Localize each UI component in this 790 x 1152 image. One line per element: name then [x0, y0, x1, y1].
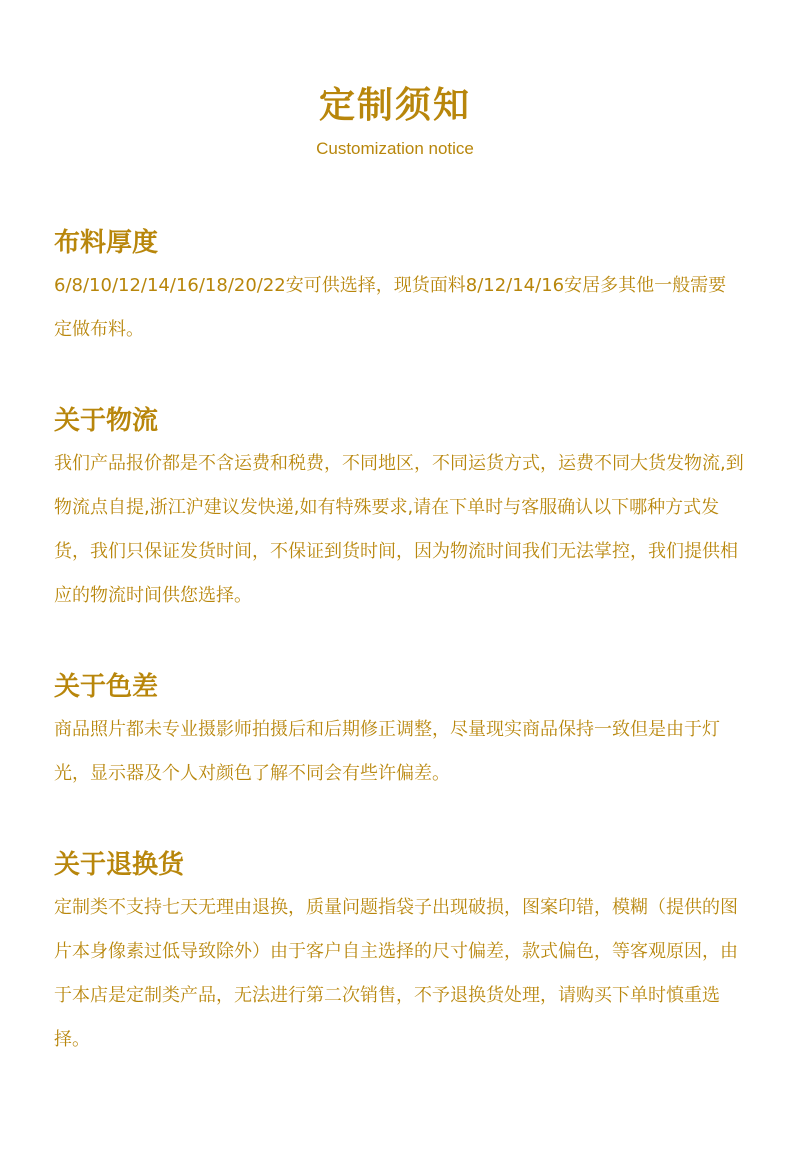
page-subtitle: Customization notice — [316, 139, 474, 158]
section-body: 我们产品报价都是不含运费和税费，不同地区，不同运货方式，运费不同大货发物流,到物流点自提,浙江沪建议发快递,如有特殊要求,请在下单时与客服确认以下哪种方式发货，我们只保证发货时间，不保证到货时间，因为物流时间我们无法掌控，我们提供相应的物流时间供您选择。 — [54, 453, 744, 606]
section-body: 定制类不支持七天无理由退换，质量问题指袋子出现破损，图案印错，模糊（提供的图片本身像素过低导致除外）由于客户自主选择的尺寸偏差，款式偏色，等客观原因，由于本店是定制类产品，无法进行第二次销售，不予退换货处理，请购买下单时慎重选择。 — [54, 897, 738, 1050]
section-fabric-thickness — [54, 226, 744, 352]
section-heading: 关于物流 — [54, 406, 159, 436]
section-heading: 布料厚度 — [54, 228, 159, 258]
section-color-difference — [54, 670, 744, 796]
section-returns — [54, 848, 744, 1062]
section-body: 商品照片都未专业摄影师拍摄后和后期修正调整，尽量现实商品保持一致但是由于灯光，显示器及个人对颜色了解不同会有些许偏差。 — [54, 719, 720, 784]
page-title: 定制须知 — [318, 85, 471, 126]
section-logistics — [54, 404, 744, 618]
section-body: 6/8/10/12/14/16/18/20/22安可供选择，现货面料8/12/14/16安居多其他一般需要定做布料。 — [54, 275, 727, 340]
section-heading: 关于退换货 — [54, 850, 185, 880]
section-heading: 关于色差 — [54, 672, 159, 702]
page-header — [0, 84, 790, 160]
